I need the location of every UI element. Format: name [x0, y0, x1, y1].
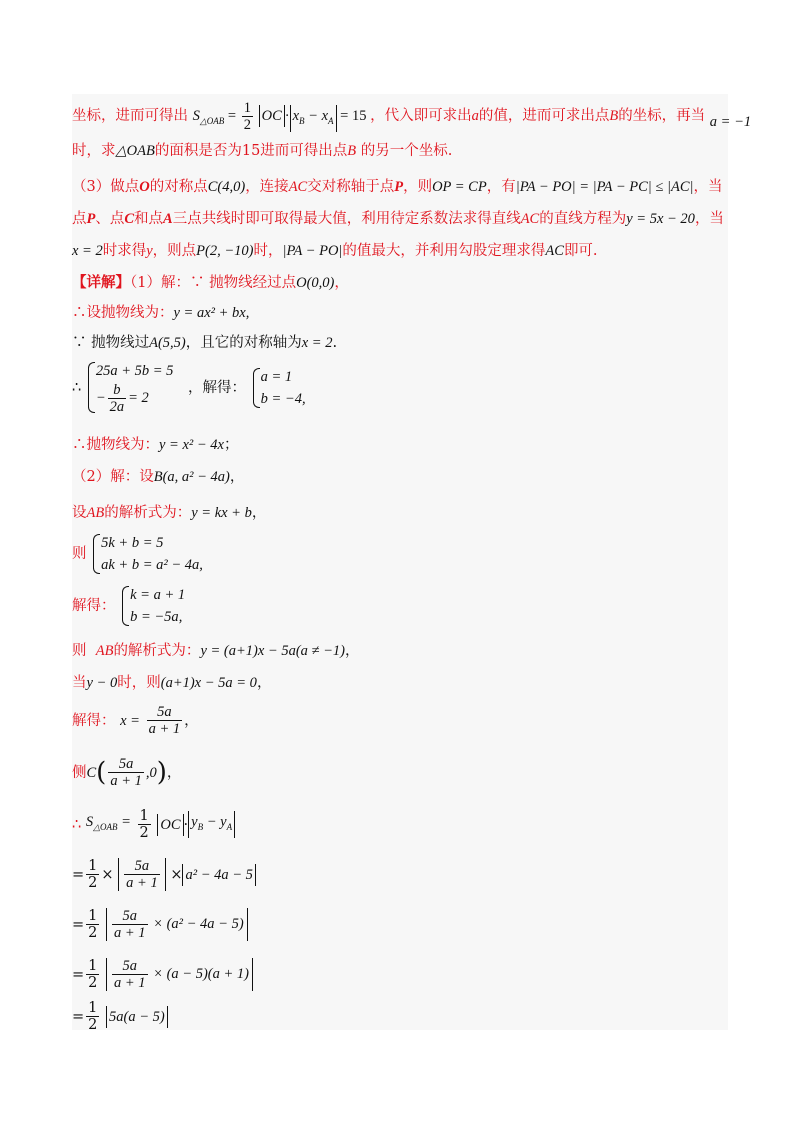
- solution-line-6: 设AB的解析式为：y = kx + b，: [72, 505, 267, 521]
- solution-line-1: 【详解】（1）解：∵ 抛物线经过点O(0,0)，: [72, 274, 349, 291]
- solution-line-9: 解得： x = $\frac{5a}{a + 1}$ ，: [72, 704, 199, 737]
- analysis-line-3: （3）做点O的对称点C(4,0)，连接AC交对称轴于点P，则OP = CP，有|PA − PO| = |PA − PC| ≤ |AC|，当: [72, 179, 723, 195]
- solution-step-3: = $\frac{1}{2}$ $\frac{5a}{a + 1}$ × (a − 5)(a + 1): [72, 958, 728, 998]
- solution-line-8: 当y − 0时，则(a+1)x − 5a = 0，: [72, 675, 272, 691]
- solution-step-2: = $\frac{1}{2}$ $\frac{5a}{a + 1}$ × (a² − 4a − 5): [72, 908, 728, 948]
- formula-area: $S_{\triangle OAB}$ = $\frac{1}{2}$ OC · $x_B - x_A = 15$: [192, 100, 367, 133]
- solution-content: [72, 94, 752, 1033]
- solution-system-1: ∴ 25a + 5b = 5 − $\frac{b}{2a}$ = 2 ，解得： a = 1 b = −4,: [72, 360, 728, 416]
- analysis-line-5: x = 2时求得y，则点P(2, −10)时，|PA − PO|的值最大，并利用勾股定理求得AC即可.: [72, 243, 598, 259]
- solution-line-7: 则 AB的解析式为：y = (a+1)x − 5a(a ≠ −1)，: [72, 643, 360, 659]
- equation-system: k = a + 1 b = −5a,: [120, 584, 185, 628]
- analysis-line-1: 坐标，进而可得出 $S_{\triangle OAB}$ = $\frac{1}{2}$ OC · $x_B - x_A = 15$ ，代入即可求出a的值，进而可求出点B的坐标，再当 a = −1: [72, 100, 752, 133]
- solution-line-4: ∴抛物线为：y = x² − 4x；: [72, 437, 239, 453]
- solution-step-4: = $\frac{1}{2}$ 5a(a − 5): [72, 1000, 728, 1030]
- solution-line-11: ∴ $S_{\triangle OAB}$ = $\frac{1}{2}$ OC · $y_B - y_A$: [72, 808, 728, 848]
- solution-line-2: ∴设抛物线为：y = ax² + bx,: [72, 305, 250, 321]
- solution-system-3: 则 5k + b = 5 ak + b = a² − 4a,: [72, 532, 728, 582]
- solution-line-10: 侧C( $\frac{5a}{a + 1}$ ,0)，: [72, 756, 182, 789]
- text: 坐标，进而可得出: [72, 107, 188, 124]
- equation-system: 5k + b = 5 ak + b = a² − 4a,: [91, 532, 203, 576]
- equation-system: 25a + 5b = 5 − $\frac{b}{2a}$ = 2: [86, 360, 174, 415]
- a-minus-one: a = −1: [709, 113, 752, 130]
- solution-line-3: ∵ 抛物线过A(5,5)，且它的对称轴为x = 2.: [72, 335, 338, 351]
- analysis-line-2: 时，求△OAB的面积是否为15进而可得出点B 的另一个坐标.: [72, 143, 453, 159]
- solution-system-4: 解得： k = a + 1 b = −5a,: [72, 584, 728, 634]
- detail-tag: 【详解】: [72, 274, 130, 291]
- analysis-line-4: 点P、点C和点A三点共线时即可取得最大值，利用待定系数法求得直线AC的直线方程为y = 5x − 20，当: [72, 211, 724, 227]
- equation-system-result: a = 1 b = −4,: [251, 366, 306, 410]
- solution-step-1: = $\frac{1}{2}$ × $\frac{5a}{a + 1}$ × a² − 4a − 5: [72, 858, 728, 898]
- solution-line-5: （2）解：设B(a, a² − 4a)，: [72, 469, 245, 485]
